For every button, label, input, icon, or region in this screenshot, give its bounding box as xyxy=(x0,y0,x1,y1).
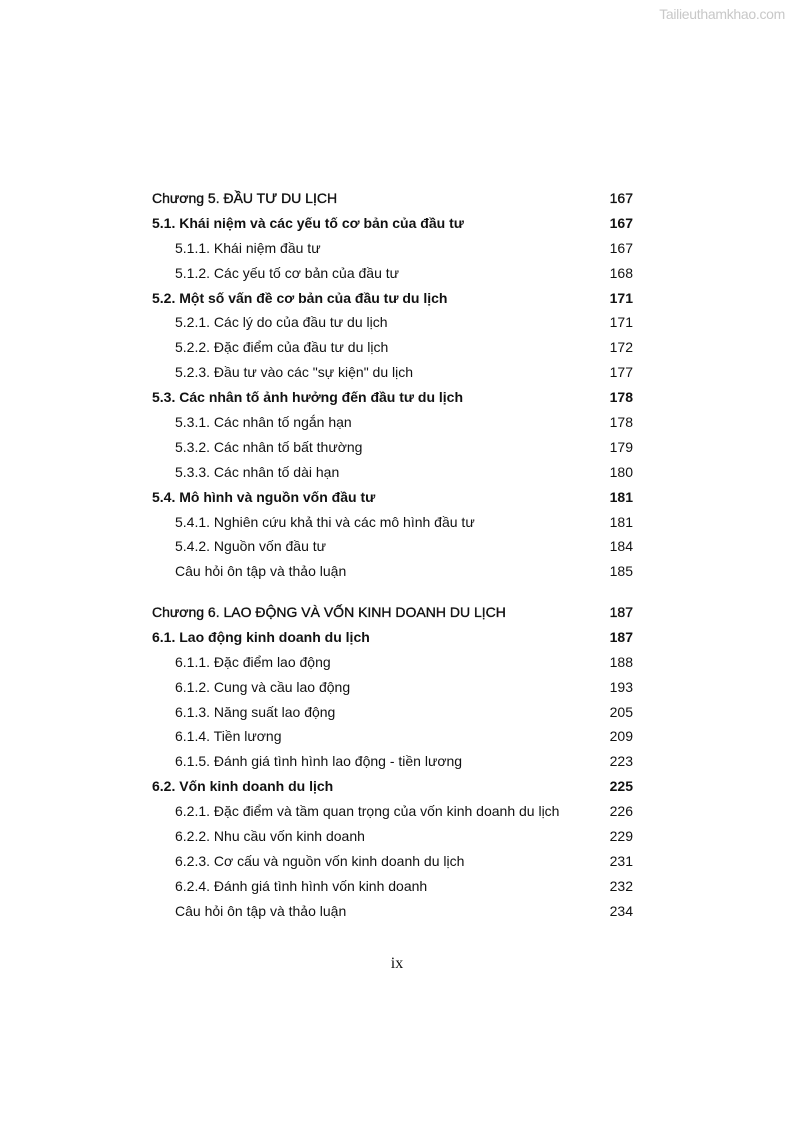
toc-entry-title: 5.2.2. Đặc điểm của đầu tư du lịch xyxy=(175,339,389,356)
toc-entry-page: 184 xyxy=(609,538,633,555)
toc-entry-section xyxy=(152,774,633,799)
toc-chapter-6 xyxy=(152,600,633,924)
toc-entry-sub xyxy=(152,310,633,335)
toc-entry-sub xyxy=(152,534,633,559)
toc-entry-sub xyxy=(152,360,633,385)
toc-entry-sub xyxy=(152,849,633,874)
toc-entry-title: 5.3. Các nhân tố ảnh hưởng đến đầu tư du lịch xyxy=(152,389,464,406)
toc-entry-page: 181 xyxy=(609,513,633,530)
toc-entry-page: 187 xyxy=(609,628,633,645)
toc-entry-sub xyxy=(152,261,633,286)
toc-entry-title: 6.1.3. Năng suất lao động xyxy=(175,703,336,720)
toc-entry-sub xyxy=(152,799,633,824)
toc-entry-page: 185 xyxy=(609,563,633,580)
toc-chapter-5 xyxy=(152,186,633,584)
toc-entry-page: 177 xyxy=(609,364,633,381)
toc-entry-title: Câu hỏi ôn tập và thảo luận xyxy=(175,563,347,580)
toc-entry-title: 5.2.1. Các lý do của đầu tư du lịch xyxy=(175,314,388,331)
toc-entry-page: 167 xyxy=(609,214,633,231)
toc-entry-page: 187 xyxy=(609,604,633,620)
toc-entry-page: 231 xyxy=(609,852,633,869)
toc-entry-title: 6.1.2. Cung và cầu lao động xyxy=(175,678,351,695)
toc-entry-page: 193 xyxy=(609,678,633,695)
toc-entry-title: 5.3.1. Các nhân tố ngắn hạn xyxy=(175,414,352,431)
toc-entry-page: 168 xyxy=(609,264,633,281)
toc-entry-title: Câu hỏi ôn tập và thảo luận xyxy=(175,902,347,919)
toc-entry-title: 5.4.1. Nghiên cứu khả thi và các mô hình đầu tư xyxy=(175,513,475,530)
toc-entry-title: 5.3.3. Các nhân tố dài hạn xyxy=(175,463,340,480)
toc-entry-title: 5.2. Một số vấn đề cơ bản của đầu tư du lịch xyxy=(152,289,448,306)
toc-entry-title: 6.1.1. Đặc điểm lao động xyxy=(175,653,331,670)
toc-entry-page: 180 xyxy=(609,463,633,480)
toc-entry-title: 5.1. Khái niệm và các yếu tố cơ bản của đầu tư xyxy=(152,214,464,231)
toc-entry-page: 232 xyxy=(609,877,633,894)
toc-entry-page: 234 xyxy=(609,902,633,919)
toc-entry-title: 6.2. Vốn kinh doanh du lịch xyxy=(152,778,334,795)
toc-entry-section xyxy=(152,485,633,510)
toc-entry-sub xyxy=(152,236,633,261)
toc-entry-page: 181 xyxy=(609,488,633,505)
toc-entry-sub xyxy=(152,824,633,849)
toc-entry-chapter xyxy=(152,186,633,211)
toc-entry-section xyxy=(152,385,633,410)
toc-entry-title: 5.4.2. Nguồn vốn đầu tư xyxy=(175,538,327,555)
toc-entry-sub xyxy=(152,650,633,675)
toc-entry-title: 6.1.4. Tiền lương xyxy=(175,728,282,745)
toc-entry-title: 6.2.3. Cơ cấu và nguồn vốn kinh doanh du lịch xyxy=(175,852,465,869)
toc-entry-title: 5.1.2. Các yếu tố cơ bản của đầu tư xyxy=(175,264,400,281)
toc-entry-sub xyxy=(152,435,633,460)
toc-entry-title: 6.2.1. Đặc điểm và tầm quan trọng của vốn kinh doanh du lịch xyxy=(175,803,560,820)
toc-entry-chapter xyxy=(152,600,633,625)
toc-entry-title: Chương 6. LAO ĐỘNG VÀ VỐN KINH DOANH DU LỊCH xyxy=(152,604,506,620)
toc-entry-page: 223 xyxy=(609,753,633,770)
toc-entry-section xyxy=(152,211,633,236)
toc-entry-sub xyxy=(152,510,633,535)
toc-entry-sub xyxy=(152,700,633,725)
toc-entry-title: Chương 5. ĐẦU TƯ DU LỊCH xyxy=(152,190,338,206)
toc-entry-page: 171 xyxy=(609,314,633,331)
toc-entry-page: 179 xyxy=(609,438,633,455)
watermark: Tailieuthamkhao.com xyxy=(659,6,785,22)
toc-entry-sub xyxy=(152,899,633,924)
toc-entry-sub xyxy=(152,675,633,700)
toc-entry-title: 6.2.4. Đánh giá tình hình vốn kinh doanh xyxy=(175,877,428,894)
toc-entry-title: 6.1.5. Đánh giá tình hình lao động - tiền lương xyxy=(175,753,463,770)
toc-entry-sub xyxy=(152,749,633,774)
toc-entry-sub xyxy=(152,335,633,360)
toc-entry-page: 225 xyxy=(609,778,633,795)
toc-entry-title: 6.2.2. Nhu cầu vốn kinh doanh xyxy=(175,828,365,845)
toc-entry-sub xyxy=(152,874,633,899)
toc-entry-sub xyxy=(152,724,633,749)
toc-entry-title: 5.2.3. Đầu tư vào các "sự kiện" du lịch xyxy=(175,364,414,381)
page-number: ix xyxy=(390,955,404,972)
toc-entry-page: 172 xyxy=(609,339,633,356)
toc-entry-page: 171 xyxy=(609,289,633,306)
toc-entry-sub xyxy=(152,460,633,485)
toc-entry-page: 188 xyxy=(609,653,633,670)
toc-entry-page: 229 xyxy=(609,828,633,845)
toc-entry-title: 5.3.2. Các nhân tố bất thường xyxy=(175,438,363,455)
toc-entry-page: 178 xyxy=(609,414,633,431)
toc-entry-title: 5.4. Mô hình và nguồn vốn đầu tư xyxy=(152,488,376,505)
toc-entry-page: 167 xyxy=(609,239,633,256)
toc-entry-page: 209 xyxy=(609,728,633,745)
toc-entry-page: 205 xyxy=(609,703,633,720)
toc-entry-sub xyxy=(152,410,633,435)
toc-entry-title: 6.1. Lao động kinh doanh du lịch xyxy=(152,628,370,645)
toc-entry-sub xyxy=(152,559,633,584)
toc-entry-page: 167 xyxy=(609,190,633,206)
toc-entry-page: 226 xyxy=(609,803,633,820)
toc-entry-page: 178 xyxy=(609,389,633,406)
toc-entry-section xyxy=(152,286,633,311)
toc-entry-section xyxy=(152,625,633,650)
toc-entry-title: 5.1.1. Khái niệm đầu tư xyxy=(175,239,321,256)
